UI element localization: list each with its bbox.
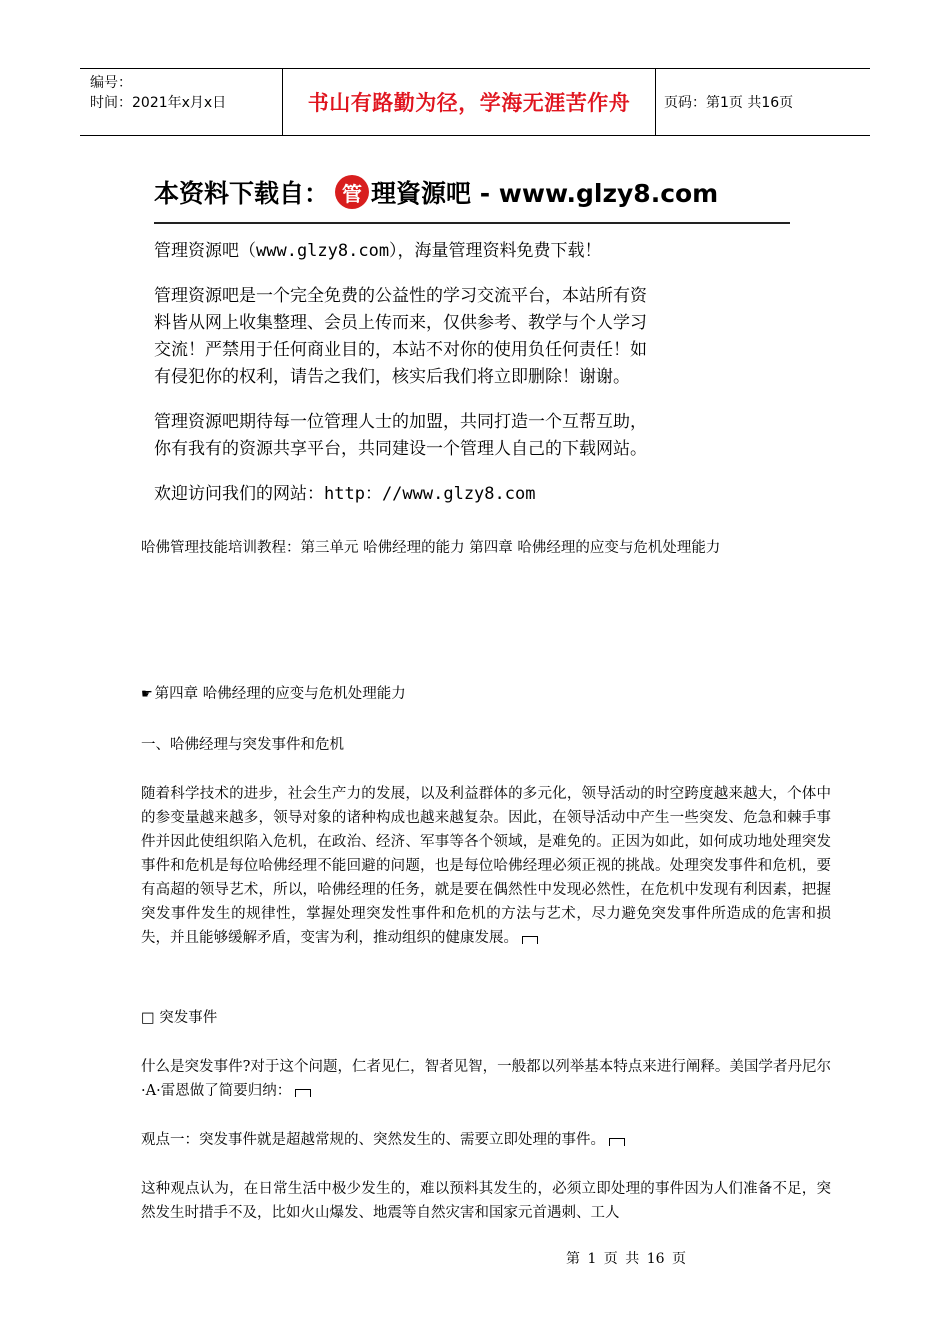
chapter-heading	[141, 682, 831, 707]
paragraph-text: 随着科学技术的进步，社会生产力的发展，以及利益群体的多元化，领导活动的时空跨度越来越大，个体中的参变量越来越多，领导对象的诸种构成也越来越复杂。因此，在领导活动中产生一些突发、危急和棘手事件并因此使组织陷入危机，在政治、经济、军事等各个领域，是难免的。正因为如此，如何成功地处理突发事件和危机是每位哈佛经理不能回避的问题，也是每位哈佛经理必须正视的挑战。处理突发事件和危机，要有高超的领导艺术，所以，哈佛经理的任务，就是要在偶然性中发现必然性，在危机中发现有利因素，把握突发事件发生的规律性，掌握处理突发性事件和危机的方法与艺术，尽力避免突发事件所造成的危害和损失，并且能够缓解矛盾，变害为利，推动组织的健康发展。	[141, 786, 831, 946]
document-title-text: 哈佛管理技能培训教程：第三单元 哈佛经理的能力 第四章 哈佛经理的应变与危机处理能力	[141, 540, 721, 556]
paragraph-explanation	[141, 1177, 831, 1225]
banner-line: 你有我有的资源共享平台，共同建设一个管理人自己的下载网站。	[154, 439, 647, 459]
banner-para-2	[154, 283, 794, 391]
header-table	[80, 68, 870, 136]
pointing-hand-icon: ☛	[141, 687, 153, 702]
banner-title-prefix: 本资料下载自：	[154, 179, 330, 208]
banner-para-1	[154, 238, 794, 265]
header-time: 时间：2021年x月x日	[90, 95, 227, 111]
header-page-info: 页码：第1页 共16页	[664, 95, 794, 111]
download-banner	[154, 170, 794, 526]
banner-line: 料皆从网上收集整理、会员上传而来，仅供参考、教学与个人学习	[154, 313, 647, 333]
subsection-heading	[141, 1006, 831, 1030]
chapter-heading-text: 第四章 哈佛经理的应变与危机处理能力	[154, 686, 406, 702]
paragraph-definition	[141, 1055, 831, 1103]
section-heading-text: 一、哈佛经理与突发事件和危机	[141, 737, 344, 753]
paragraph-mark-icon	[609, 1138, 625, 1146]
banner-divider	[154, 222, 790, 224]
paragraph-mark-icon	[295, 1089, 311, 1097]
banner-line: 有侵犯你的权利，请告之我们，核实后我们将立即删除！谢谢。	[154, 367, 630, 387]
site-logo: 管	[335, 175, 369, 209]
paragraph-view-one	[141, 1128, 831, 1152]
banner-line: 管理资源吧期待每一位管理人士的加盟，共同打造一个互帮互助，	[154, 412, 647, 432]
subsection-heading-text: □ 突发事件	[141, 1010, 218, 1026]
page-footer: 第 1 页 共 16 页	[566, 1251, 686, 1267]
banner-line: 管理资源吧是一个完全免费的公益性的学习交流平台，本站所有资	[154, 286, 647, 306]
header-number: 编号：	[90, 75, 132, 91]
header-meta	[80, 69, 282, 135]
document-title	[141, 536, 831, 560]
section-heading	[141, 733, 831, 757]
paragraph-intro	[141, 782, 831, 950]
banner-line: 欢迎访问我们的网站：http：//www.glzy8.com	[154, 484, 536, 504]
paragraph-text: 这种观点认为，在日常生活中极少发生的，难以预料其发生的，必须立即处理的事件因为人们准备不足，突然发生时措手不及，比如火山爆发、地震等自然灾害和国家元首遇刺、工人	[141, 1181, 831, 1221]
paragraph-text: 什么是突发事件?对于这个问题，仁者见仁，智者见智，一般都以列举基本特点来进行阐释。美国学者丹尼尔·A·雷恩做了简要归纳：	[141, 1059, 831, 1099]
banner-title	[154, 170, 794, 214]
banner-line: 交流！严禁用于任何商业目的，本站不对你的使用负任何责任！如	[154, 340, 647, 360]
banner-line: 管理资源吧（www.glzy8.com），海量管理资料免费下载！	[154, 241, 602, 261]
banner-text	[154, 238, 794, 508]
banner-title-suffix: 理資源吧 - www.glzy8.com	[371, 179, 719, 208]
header-motto: 书山有路勤为径，学海无涯苦作舟	[282, 69, 656, 135]
banner-para-4	[154, 481, 794, 508]
paragraph-mark-icon	[522, 936, 538, 944]
banner-para-3	[154, 409, 794, 463]
paragraph-text: 观点一：突发事件就是超越常规的、突然发生的、需要立即处理的事件。	[141, 1132, 605, 1148]
